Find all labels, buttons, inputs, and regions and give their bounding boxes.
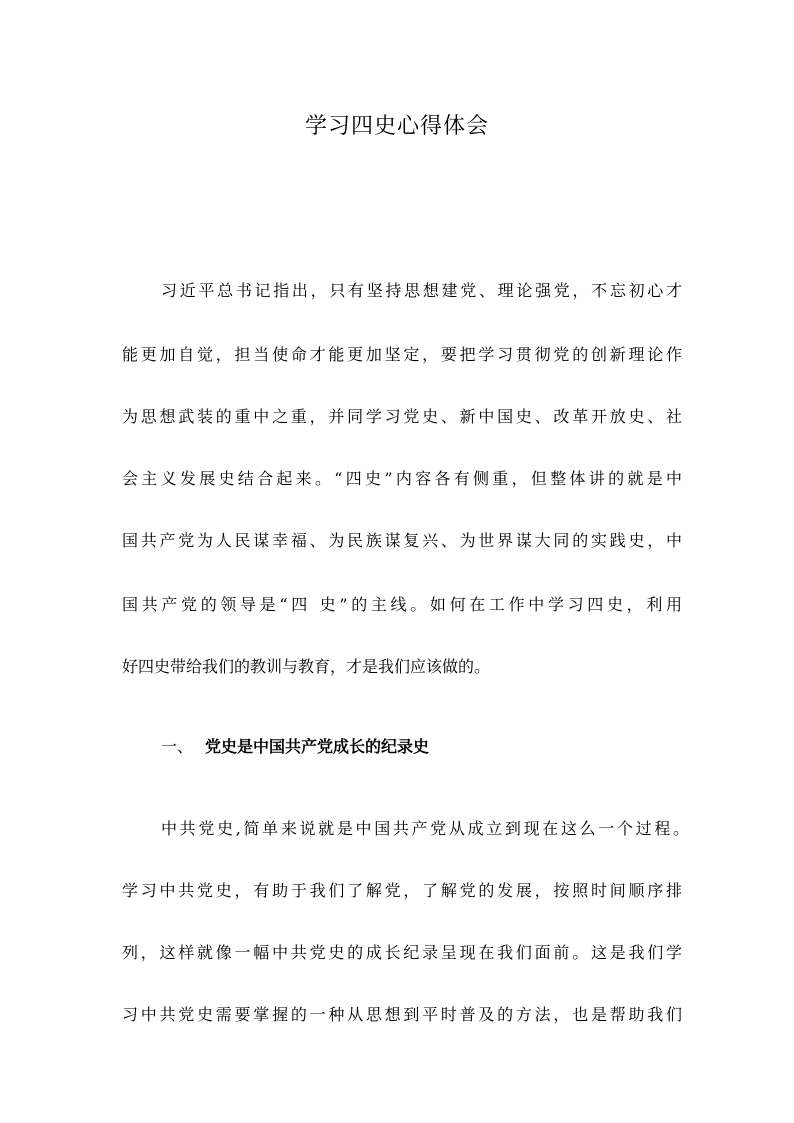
paragraph-line: 习中共党史需要掌握的一种从思想到平时普及的方法，也是帮助我们 xyxy=(122,1005,682,1024)
section-title: 党史是中国共产党成长的纪录史 xyxy=(205,737,430,756)
paragraph-line: 学习中共党史，有助于我们了解党，了解党的发展，按照时间顺序排 xyxy=(122,881,682,900)
paragraph-line: 国共产党的领导是“四 史”的主线。如何在工作中学习四史，利用 xyxy=(122,595,682,614)
paragraph-line: 会主义发展史结合起来。“四史”内容各有侧重，但整体讲的就是中 xyxy=(122,469,682,488)
paragraph-line: 好四史带给我们的教训与教育，才是我们应该做的。 xyxy=(122,657,491,676)
paragraph-line: 能更加自觉，担当使命才能更加坚定，要把学习贯彻党的创新理论作 xyxy=(122,345,682,364)
section-heading xyxy=(161,736,429,758)
paragraph-line: 国共产党为人民谋幸福、为民族谋复兴、为世界谋大同的实践史，中 xyxy=(122,531,682,550)
section-number: 一、 xyxy=(161,737,194,756)
document-title: 学习四史心得体会 xyxy=(304,114,489,139)
paragraph-line: 习近平总书记指出，只有坚持思想建党、理论强党，不忘初心才 xyxy=(161,281,682,300)
paragraph-line: 为思想武装的重中之重，并同学习党史、新中国史、改革开放史、社 xyxy=(122,407,682,426)
paragraph-line: 列，这样就像一幅中共党史的成长纪录呈现在我们面前。这是我们学 xyxy=(122,943,682,962)
paragraph-line: 中共党史,简单来说就是中国共产党从成立到现在这么一个过程。 xyxy=(161,819,689,838)
